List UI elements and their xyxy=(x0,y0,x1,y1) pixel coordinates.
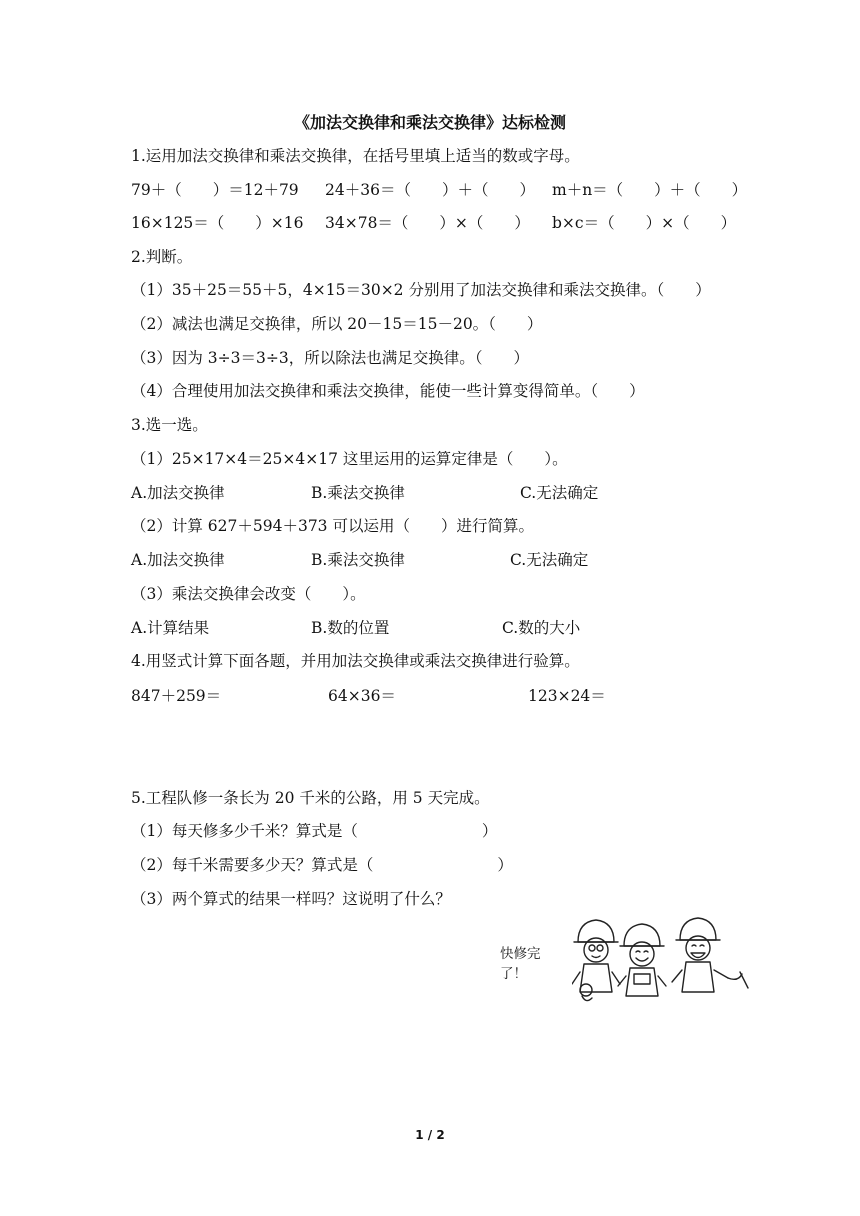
construction-workers-icon xyxy=(572,912,752,1008)
page-number: 1 / 2 xyxy=(415,1128,445,1142)
q3-item2-question: （2）计算 627＋594＋373 可以运用（ ）进行简算。 xyxy=(131,517,534,535)
q3-item3-option-c: C.数的大小 xyxy=(502,619,581,637)
q1-row1-item3: m＋n＝（ ）＋（ ） xyxy=(552,181,748,199)
q5-item-3: （3）两个算式的结果一样吗？这说明了什么？ xyxy=(131,890,451,908)
worker-left-icon xyxy=(572,920,620,1001)
q2-item-3: （3）因为 3÷3＝3÷3，所以除法也满足交换律。（ ） xyxy=(131,349,529,367)
q3-stem: 3.选一选。 xyxy=(131,416,208,434)
q4-problem-2: 64×36＝ xyxy=(328,687,396,705)
q1-row1-item2: 24＋36＝（ ）＋（ ） xyxy=(325,181,535,199)
q3-item1-option-c: C.无法确定 xyxy=(520,484,599,502)
q3-item3-option-a: A.计算结果 xyxy=(131,619,210,637)
q5-item-2: （2）每千米需要多少天？算式是（ ） xyxy=(131,856,513,874)
q3-item1-option-b: B.乘法交换律 xyxy=(311,484,405,502)
q1-row2-item1: 16×125＝（ ）×16 xyxy=(131,214,304,232)
worker-right-icon xyxy=(672,918,748,992)
q3-item3-option-b: B.数的位置 xyxy=(311,619,390,637)
q4-stem: 4.用竖式计算下面各题，并用加法交换律或乘法交换律进行验算。 xyxy=(131,652,580,670)
q4-problem-3: 123×24＝ xyxy=(528,687,606,705)
q2-item-1: （1）35＋25＝55＋5，4×15＝30×2 分别用了加法交换律和乘法交换律。（ ） xyxy=(131,281,711,299)
q3-item1-option-a: A.加法交换律 xyxy=(131,484,225,502)
q2-item-2: （2）减法也满足交换律，所以 20－15＝15－20。（ ） xyxy=(131,315,543,333)
page-title: 《加法交换律和乘法交换律》达标检测 xyxy=(293,113,566,132)
q3-item2-option-a: A.加法交换律 xyxy=(131,551,225,569)
q5-item-1: （1）每天修多少千米？算式是（ ） xyxy=(131,822,498,840)
q2-stem: 2.判断。 xyxy=(131,248,193,266)
q1-row1-item1: 79＋（ ）＝12＋79 xyxy=(131,181,299,199)
q1-row2-item2: 34×78＝（ ）×（ ） xyxy=(325,214,530,232)
q3-item1-question: （1）25×17×4＝25×4×17 这里运用的运算定律是（ ）。 xyxy=(131,450,568,468)
q5-stem: 5.工程队修一条长为 20 千米的公路，用 5 天完成。 xyxy=(131,789,490,807)
q3-item2-option-b: B.乘法交换律 xyxy=(311,551,405,569)
q3-item3-question: （3）乘法交换律会改变（ ）。 xyxy=(131,585,366,603)
q1-row2-item3: b×c＝（ ）×（ ） xyxy=(552,214,737,232)
speech-bubble-text: 快修完 了！ xyxy=(500,946,541,982)
q2-item-4: （4）合理使用加法交换律和乘法交换律，能使一些计算变得简单。（ ） xyxy=(131,382,645,400)
q3-item2-option-c: C.无法确定 xyxy=(510,551,589,569)
q4-problem-1: 847＋259＝ xyxy=(131,687,222,705)
worker-middle-icon xyxy=(618,924,666,996)
q1-stem: 1.运用加法交换律和乘法交换律，在括号里填上适当的数或字母。 xyxy=(131,147,580,165)
